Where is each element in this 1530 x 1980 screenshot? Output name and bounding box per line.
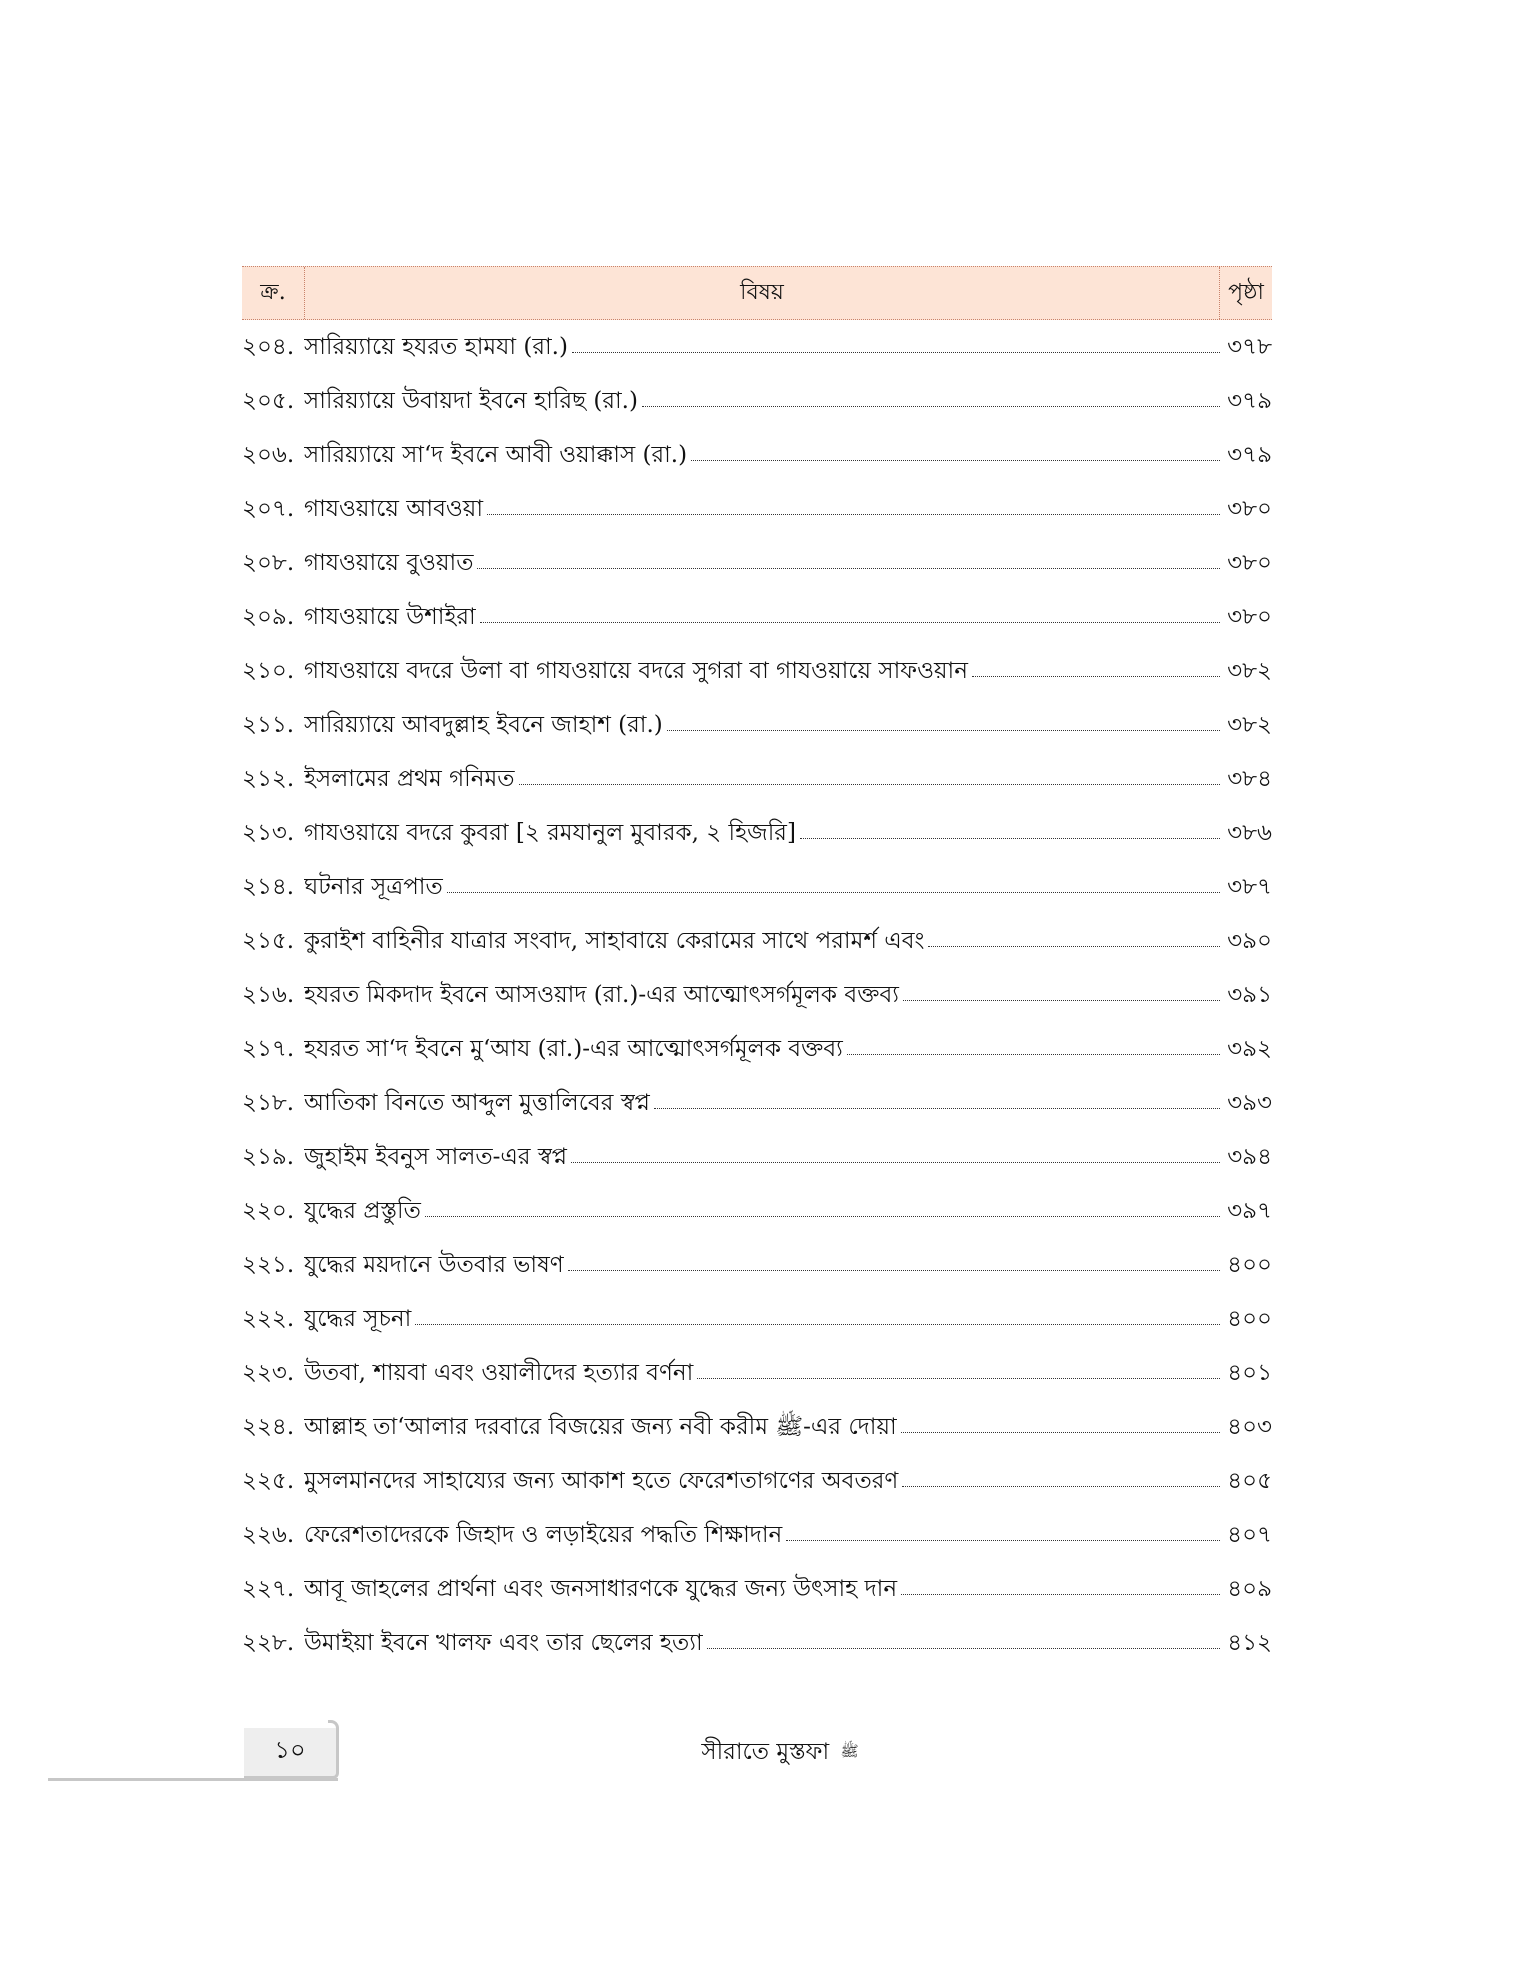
entry-page: ৩৮২ [1227, 711, 1272, 738]
table-of-contents [242, 266, 1272, 1670]
toc-row [242, 914, 1272, 968]
toc-row [242, 1400, 1272, 1454]
dot-leader [519, 784, 1221, 785]
dot-leader [691, 460, 1220, 461]
toc-row [242, 1022, 1272, 1076]
entry-page: ৩৮০ [1227, 549, 1272, 576]
entry-page: ৩৮৪ [1227, 765, 1272, 792]
toc-row [242, 1616, 1272, 1670]
toc-row [242, 1076, 1272, 1130]
entry-number: ২১৮. [242, 1089, 295, 1116]
dot-leader [847, 1054, 1220, 1055]
toc-row [242, 1508, 1272, 1562]
toc-row [242, 1238, 1272, 1292]
entry-title: গাযওয়ায়ে বদরে কুবরা [২ রমযানুল মুবারক, ২ হিজরি] [304, 819, 796, 846]
entry-number: ২১১. [242, 711, 295, 738]
entry-title: ফেরেশতাদেরকে জিহাদ ও লড়াইয়ের পদ্ধতি শিক্ষাদান [304, 1521, 783, 1548]
entry-page: ৩৮৬ [1227, 819, 1272, 846]
entry-page: ৩৯০ [1227, 927, 1272, 954]
entry-title: হযরত মিকদাদ ইবনে আসওয়াদ (রা.)-এর আত্মোৎসর্গমূলক বক্তব্য [304, 981, 899, 1008]
dot-leader [901, 1432, 1220, 1433]
entry-title: যুদ্ধের প্রস্তুতি [304, 1197, 421, 1224]
entry-title: আতিকা বিনতে আব্দুল মুত্তালিবের স্বপ্ন [304, 1089, 650, 1116]
toc-row [242, 1562, 1272, 1616]
toc-row [242, 374, 1272, 428]
toc-row [242, 1346, 1272, 1400]
entry-title: কুরাইশ বাহিনীর যাত্রার সংবাদ, সাহাবায়ে কেরামের সাথে পরামর্শ এবং [304, 927, 925, 954]
toc-row [242, 1292, 1272, 1346]
entry-title: গাযওয়ায়ে উশাইরা [304, 603, 476, 630]
entry-number: ২০৮. [242, 549, 295, 576]
dot-leader [480, 622, 1220, 623]
entry-number: ২০৪. [242, 333, 295, 360]
entry-title: সারিয়্যায়ে সা‘দ ইবনে আবী ওয়াক্কাস (রা.) [304, 441, 688, 468]
entry-page: ৪০১ [1227, 1359, 1272, 1386]
entry-title: উতবা, শায়বা এবং ওয়ালীদের হত্যার বর্ণনা [304, 1359, 694, 1386]
entry-number: ২১৪. [242, 873, 295, 900]
entry-page: ৪০৭ [1227, 1521, 1272, 1548]
toc-header [242, 266, 1272, 320]
toc-row [242, 1184, 1272, 1238]
entry-page: ৩৮০ [1227, 603, 1272, 630]
entry-title: যুদ্ধের ময়দানে উতবার ভাষণ [304, 1251, 564, 1278]
entry-page: ৩৮২ [1227, 657, 1272, 684]
entry-title: হযরত সা‘দ ইবনে মু‘আয (রা.)-এর আত্মোৎসর্গমূলক বক্তব্য [304, 1035, 843, 1062]
entry-title: গাযওয়ায়ে বুওয়াত [304, 549, 474, 576]
entry-title: আবূ জাহলের প্রার্থনা এবং জনসাধারণকে যুদ্ধের জন্য উৎসাহ দান [304, 1575, 898, 1602]
toc-row [242, 968, 1272, 1022]
toc-row [242, 806, 1272, 860]
toc-entries [242, 320, 1272, 1670]
dot-leader [903, 1000, 1220, 1001]
entry-number: ২১৬. [242, 981, 295, 1008]
page-number: ১০ [274, 1736, 306, 1764]
entry-number: ২১৯. [242, 1143, 295, 1170]
entry-title: জুহাইম ইবনুস সালত-এর স্বপ্ন [304, 1143, 567, 1170]
dot-leader [654, 1108, 1220, 1109]
entry-number: ২২০. [242, 1197, 295, 1224]
entry-page: ৩৭৮ [1227, 333, 1272, 360]
toc-row [242, 752, 1272, 806]
dot-leader [642, 406, 1220, 407]
dot-leader [786, 1540, 1220, 1541]
entry-page: ৩৯১ [1227, 981, 1272, 1008]
entry-title: যুদ্ধের সূচনা [304, 1305, 412, 1332]
dot-leader [571, 1162, 1220, 1163]
entry-page: ৩৮০ [1227, 495, 1272, 522]
entry-number: ২২৪. [242, 1413, 295, 1440]
toc-row [242, 536, 1272, 590]
entry-number: ২১২. [242, 765, 295, 792]
entry-page: ৪০৯ [1227, 1575, 1272, 1602]
entry-page: ৪১২ [1227, 1629, 1272, 1656]
running-footer [580, 1733, 980, 1772]
entry-number: ২১০. [242, 657, 295, 684]
entry-page: ৩৯২ [1227, 1035, 1272, 1062]
entry-page: ৪০০ [1227, 1305, 1272, 1332]
entry-page: ৩৮৭ [1227, 873, 1272, 900]
book-title: সীরাতে মুস্তফা [701, 1739, 830, 1765]
dot-leader [928, 946, 1220, 947]
dot-leader [447, 892, 1220, 893]
column-header-subject: বিষয় [740, 279, 784, 305]
entry-number: ২২৭. [242, 1575, 295, 1602]
dot-leader [477, 568, 1220, 569]
tab-curl-decoration [328, 1720, 339, 1735]
entry-title: গাযওয়ায়ে বদরে উলা বা গাযওয়ায়ে বদরে সুগরা বা গাযওয়ায়ে সাফওয়ান [304, 657, 968, 684]
dot-leader [572, 352, 1220, 353]
toc-row [242, 860, 1272, 914]
dot-leader [800, 838, 1220, 839]
entry-page: ৩৯৪ [1227, 1143, 1272, 1170]
dot-leader [707, 1648, 1220, 1649]
entry-title: ইসলামের প্রথম গনিমত [304, 765, 515, 792]
entry-number: ২১৫. [242, 927, 295, 954]
entry-page: ৩৭৯ [1227, 387, 1272, 414]
toc-row [242, 590, 1272, 644]
dot-leader [487, 514, 1220, 515]
entry-page: ৪০৫ [1227, 1467, 1272, 1494]
entry-page: ৩৭৯ [1227, 441, 1272, 468]
entry-number: ২২১. [242, 1251, 295, 1278]
toc-row [242, 482, 1272, 536]
dot-leader [425, 1216, 1220, 1217]
dot-leader [697, 1378, 1220, 1379]
entry-title: উমাইয়া ইবনে খালফ এবং তার ছেলের হত্যা [304, 1629, 703, 1656]
entry-page: ৪০৩ [1227, 1413, 1272, 1440]
dot-leader [972, 676, 1220, 677]
entry-number: ২০৬. [242, 441, 295, 468]
toc-row [242, 1454, 1272, 1508]
dot-leader [415, 1324, 1220, 1325]
entry-number: ২১৭. [242, 1035, 295, 1062]
entry-title: সারিয়্যায়ে হযরত হামযা (রা.) [304, 333, 568, 360]
footer-rule [48, 1778, 338, 1781]
pbuh-ligature-icon: ﷺ [840, 1742, 859, 1760]
entry-number: ২০৯. [242, 603, 295, 630]
page-number-tab [244, 1728, 339, 1779]
toc-row [242, 1130, 1272, 1184]
column-header-number: ক্র. [242, 267, 305, 319]
toc-row [242, 320, 1272, 374]
entry-page: ৩৯৭ [1227, 1197, 1272, 1224]
dot-leader [667, 730, 1220, 731]
toc-row [242, 644, 1272, 698]
entry-number: ২২৫. [242, 1467, 295, 1494]
entry-title: আল্লাহ তা‘আলার দরবারে বিজয়ের জন্য নবী করীম ﷺ-এর দোয়া [304, 1413, 897, 1440]
entry-number: ২২২. [242, 1305, 295, 1332]
entry-page: ৩৯৩ [1227, 1089, 1272, 1116]
entry-number: ২০৭. [242, 495, 295, 522]
entry-page: ৪০০ [1227, 1251, 1272, 1278]
entry-title: ঘটনার সূত্রপাত [304, 873, 443, 900]
column-header-page: পৃষ্ঠা [1219, 267, 1272, 319]
entry-number: ২২৬. [242, 1521, 295, 1548]
entry-title: সারিয়্যায়ে আবদুল্লাহ ইবনে জাহাশ (রা.) [304, 711, 663, 738]
entry-number: ২০৫. [242, 387, 295, 414]
toc-row [242, 428, 1272, 482]
entry-number: ২১৩. [242, 819, 295, 846]
entry-number: ২২৮. [242, 1629, 295, 1656]
dot-leader [901, 1594, 1220, 1595]
entry-title: সারিয়্যায়ে উবায়দা ইবনে হারিছ (রা.) [304, 387, 638, 414]
entry-number: ২২৩. [242, 1359, 295, 1386]
dot-leader [902, 1486, 1220, 1487]
entry-title: গাযওয়ায়ে আবওয়া [304, 495, 484, 522]
dot-leader [568, 1270, 1220, 1271]
toc-row [242, 698, 1272, 752]
entry-title: মুসলমানদের সাহায্যের জন্য আকাশ হতে ফেরেশতাগণের অবতরণ [304, 1467, 899, 1494]
